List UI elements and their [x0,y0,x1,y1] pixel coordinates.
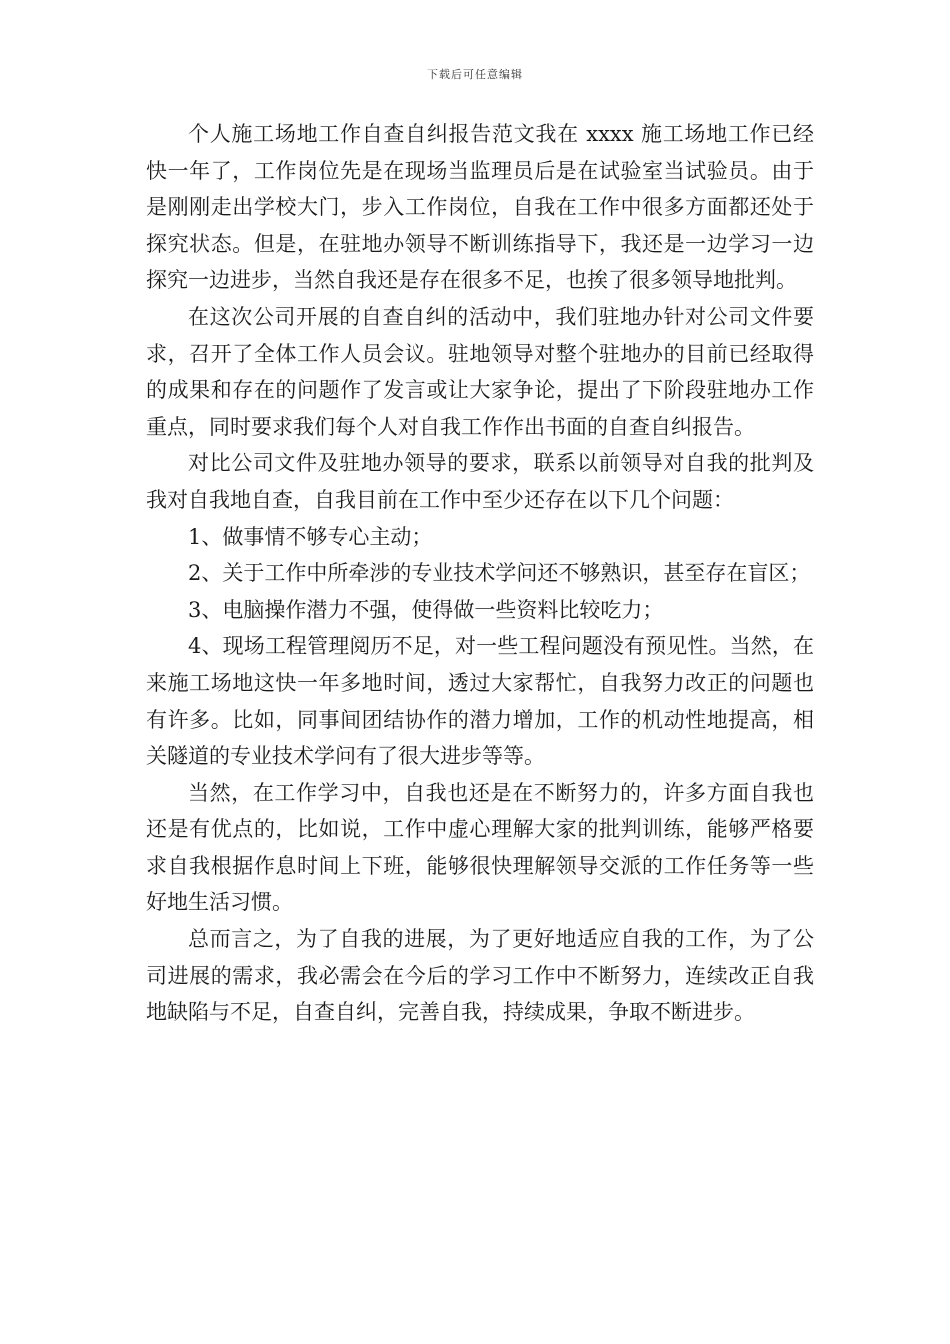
list-item-problem-3: 3、电脑操作潜力不强，使得做一些资料比较吃力； [188,597,664,622]
document-body [146,116,814,1031]
paragraph-strengths: 当然，在工作学习中，自我也还是在不断努力的，许多方面自我也还是有优点的，比如说，工作中虚心理解大家的批判训练，能够严格要求自我根据作息时间上下班，能够很快理解领导交派的工作任务等一些好地生活习惯。 [146,780,814,915]
paragraph-intro: 个人施工场地工作自查自纠报告范文我在 xxxx 施工场地工作已经快一年了，工作岗位先是在现场当监理员后是在试验室当试验员。由于是刚刚走出学校大门，步入工作岗位，自我在工作中很多方面都还处于探究状态。但是，在驻地办领导不断训练指导下，我还是一边学习一边探究一边进步，当然自我还是存在很多不足，也挨了很多领导地批判。 [146,122,814,293]
page-header: 下载后可任意编辑 [427,68,523,81]
list-item-problem-1: 1、做事情不够专心主动； [188,524,433,549]
paragraph-meeting: 在这次公司开展的自查自纠的活动中，我们驻地办针对公司文件要求，召开了全体工作人员会议。驻地领导对整个驻地办的目前已经取得的成果和存在的问题作了发言或让大家争论，提出了下阶段驻地办工作重点，同时要求我们每个人对自我工作作出书面的自查自纠报告。 [146,304,814,439]
paragraph-conclusion: 总而言之，为了自我的进展，为了更好地适应自我的工作，为了公司进展的需求，我必需会在今后的学习工作中不断努力，连续改正自我地缺陷与不足，自查自纠，完善自我，持续成果，争取不断进步。 [146,927,814,1025]
paragraph-problems-intro: 对比公司文件及驻地办领导的要求，联系以前领导对自我的批判及我对自我地自查，自我目前在工作中至少还存在以下几个问题： [146,451,814,512]
list-item-problem-2: 2、关于工作中所牵涉的专业技术学问还不够熟识，甚至存在盲区； [188,561,811,586]
list-item-problem-4: 4、现场工程管理阅历不足，对一些工程问题没有预见性。当然，在来施工场地这快一年多地时间，透过大家帮忙，自我努力改正的问题也有许多。比如，同事间团结协作的潜力增加，工作的机动性地提高，相关隧道的专业技术学问有了很大进步等等。 [146,634,814,769]
